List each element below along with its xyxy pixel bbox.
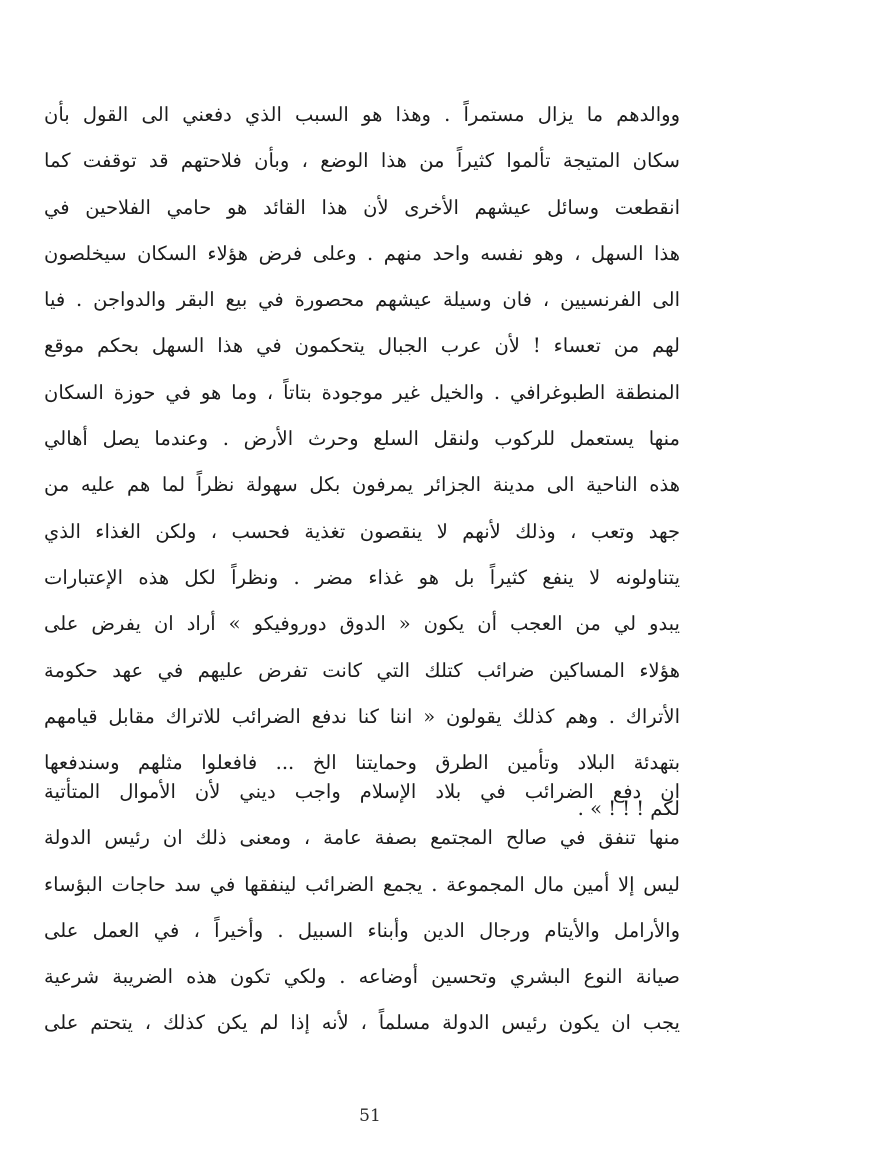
paragraph-2 — [44, 769, 680, 1047]
text-line: بتهدئة البلاد وتأمين الطرق وحمايتنا الخ ... فافعلوا مثلهم وسندفعها — [44, 751, 680, 775]
text-line: يتناولونه لا ينفع كثيراً بل هو غذاء مضر . ونظراً لكل هذه الإعتبارات — [44, 565, 680, 589]
text-line: ان دفع الضرائب في بلاد الإسلام واجب ديني لأن الأموال المتأتية — [44, 780, 680, 803]
text-line: ووالدهم ما يزال مستمراً . وهذا هو السبب الذي دفعني الى القول بأن — [44, 103, 680, 126]
text-line: جهد وتعب ، وذلك لأنهم لا ينقصون تغذية فحسب ، ولكن الغذاء الذي — [44, 519, 680, 543]
text-line: لكم ! ! ! » . — [577, 797, 680, 821]
text-line: الأتراك . وهم كذلك يقولون « اننا كنا ندفع الضرائب للاتراك مقابل قيامهم — [44, 704, 680, 728]
text-line: منها تنفق في صالح المجتمع بصفة عامة ، ومعنى ذلك ان رئيس الدولة — [44, 826, 680, 850]
text-line: هؤلاء المساكين ضرائب كتلك التي كانت تفرض عليهم في عهد حكومة — [44, 658, 680, 682]
text-line: المنطقة الطبوغرافي . والخيل غير موجودة بتاتاً ، وما هو في حوزة السكان — [44, 380, 680, 404]
text-line: سكان المتيجة تألموا كثيراً من هذا الوضع ، وبأن فلاحتهم قد توقفت كما — [44, 149, 680, 173]
paragraph-1 — [44, 92, 680, 833]
text-line: لهم من تعساء ! لأن عرب الجبال يتحكمون في هذا السهل بحكم موقع — [44, 334, 680, 358]
text-line: يبدو لي من العجب أن يكون « الدوق دوروفيكو » أراد ان يفرض على — [44, 612, 680, 636]
text-line: منها يستعمل للركوب ولنقل السلع وحرث الأرض . وعندما يصل أهالي — [44, 427, 680, 451]
text-line: ليس إلا أمين مال المجموعة . يجمع الضرائب لينفقها في سد حاجات البؤساء — [44, 872, 680, 896]
text-line: هذا السهل ، وهو نفسه واحد منهم . وعلى فرض هؤلاء السكان سيخلصون — [44, 241, 680, 265]
text-line: هذه الناحية الى مدينة الجزائر يمرفون بكل سهولة نظراً لما هم عليه من — [44, 473, 680, 497]
text-line: يجب ان يكون رئيس الدولة مسلماً ، لأنه إذا لم يكن كذلك ، يتحتم على — [44, 1011, 680, 1035]
text-line: والأرامل والأيتام ورجال الدين وأبناء السبيل . وأخيراً ، في العمل على — [44, 918, 680, 942]
page-number: 51 — [359, 1106, 381, 1126]
text-line: صيانة النوع البشري وتحسين أوضاعه . ولكي تكون هذه الضريبة شرعية — [44, 965, 680, 989]
text-line: الى الفرنسيين ، فان وسيلة عيشهم محصورة في بيع البقر والدواجن . فيا — [44, 288, 680, 312]
text-line: انقطعت وسائل عيشهم الأخرى لأن هذا القائد هو حامي الفلاحين في — [44, 195, 680, 219]
